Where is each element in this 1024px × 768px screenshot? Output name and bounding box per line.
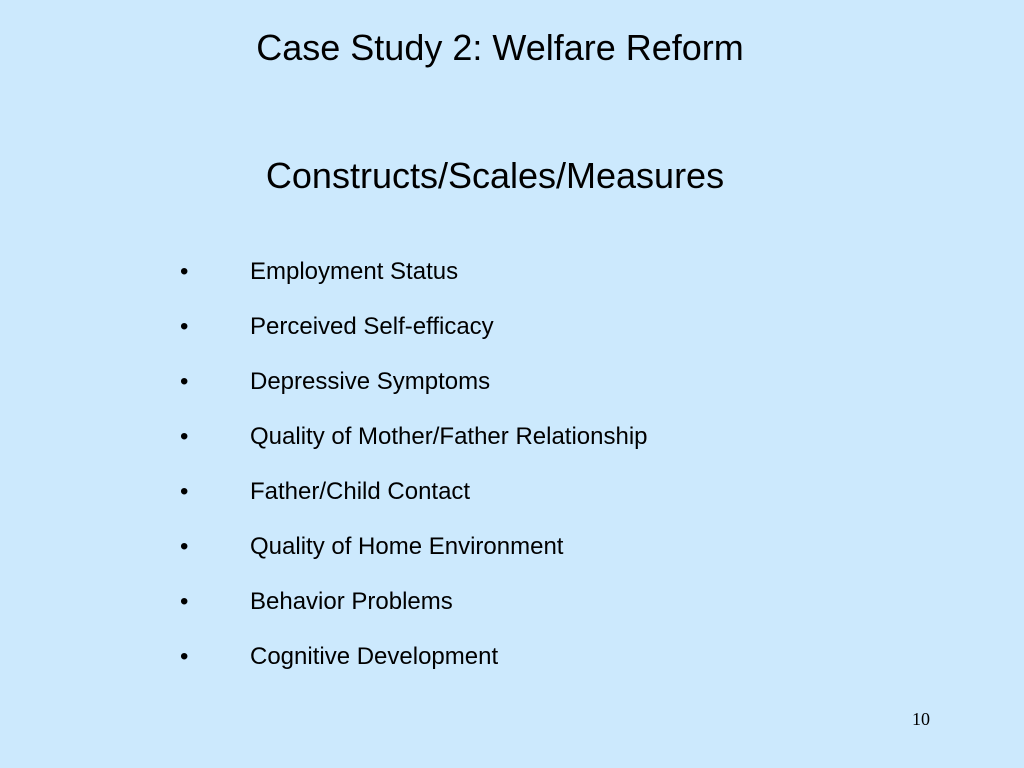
list-item-text: Quality of Mother/Father Relationship <box>250 423 648 450</box>
list-item <box>180 640 880 695</box>
list-item <box>180 255 880 310</box>
list-item <box>180 365 880 420</box>
bullet-icon: • <box>180 533 189 560</box>
list-item <box>180 585 880 640</box>
list-item-text: Cognitive Development <box>250 643 499 670</box>
bullet-icon: • <box>180 368 189 395</box>
list-item-text: Perceived Self-efficacy <box>250 313 494 340</box>
list-item <box>180 475 880 530</box>
bullet-icon: • <box>180 258 189 285</box>
list-item-text: Employment Status <box>250 258 459 285</box>
list-item-text: Behavior Problems <box>250 588 453 615</box>
list-item-text: Father/Child Contact <box>250 478 471 505</box>
bullet-icon: • <box>180 643 189 670</box>
bullet-icon: • <box>180 478 189 505</box>
slide-subtitle: Constructs/Scales/Measures <box>265 155 725 196</box>
list-item <box>180 310 880 365</box>
bullet-icon: • <box>180 313 189 340</box>
page-number: 10 <box>912 709 930 729</box>
list-item-text: Depressive Symptoms <box>250 368 491 395</box>
bullet-icon: • <box>180 423 189 450</box>
list-item <box>180 530 880 585</box>
list-item <box>180 420 880 475</box>
slide-title: Case Study 2: Welfare Reform <box>256 27 744 68</box>
list-item-text: Quality of Home Environment <box>250 533 564 560</box>
bullet-icon: • <box>180 588 189 615</box>
measures-list <box>180 255 880 695</box>
